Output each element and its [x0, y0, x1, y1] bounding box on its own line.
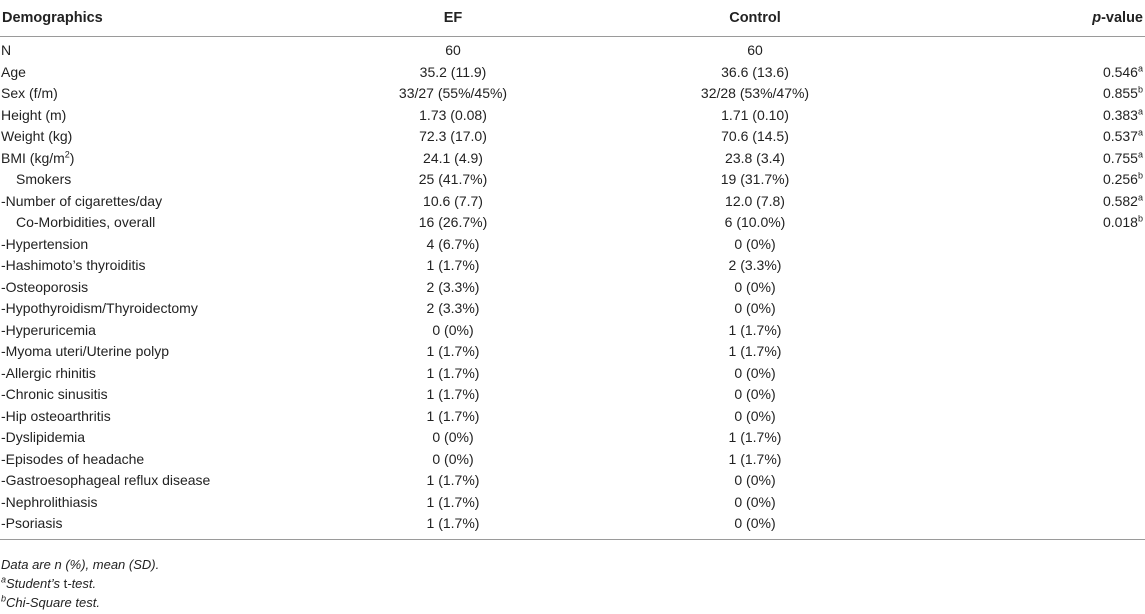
row-p-value-text: 0.256	[1102, 171, 1138, 187]
row-label-text: -Hip osteoarthritis	[1, 407, 111, 424]
row-control-value: 0 (0%)	[734, 235, 776, 252]
row-control-value: 1 (1.7%)	[728, 450, 782, 467]
row-p-value	[906, 191, 1145, 213]
row-label-text: -Osteoporosis	[1, 278, 89, 295]
table-row	[0, 212, 1145, 234]
row-label	[0, 191, 302, 213]
row-control-value: 6 (10.0%)	[724, 214, 786, 230]
row-label-text: -Hypertension	[1, 235, 89, 252]
row-p-value	[906, 449, 1145, 471]
row-label	[0, 449, 302, 471]
row-label-suffix: )	[69, 149, 75, 166]
row-ef-value: 1.73 (0.08)	[419, 106, 487, 123]
row-control-value: 1 (1.7%)	[728, 343, 782, 359]
row-p-value-text: 0.855	[1102, 85, 1138, 101]
row-ef-value: 1 (1.7%)	[426, 472, 480, 488]
row-control-value: 19 (31.7%)	[720, 171, 790, 187]
header-control: Control	[604, 2, 906, 37]
row-control-value: 70.6 (14.5)	[721, 128, 789, 144]
row-p-value	[906, 341, 1145, 363]
table-row	[0, 83, 1145, 105]
row-label-text: -Episodes of headache	[1, 450, 145, 467]
row-label	[0, 212, 302, 234]
row-ef-value: 35.2 (11.9)	[419, 63, 487, 80]
row-ef-value: 1 (1.7%)	[426, 343, 480, 359]
row-p-value-test-mark: a	[1137, 191, 1143, 202]
table-row	[0, 298, 1145, 320]
table-row	[0, 492, 1145, 514]
row-ef-value: 4 (6.7%)	[426, 235, 480, 252]
table-row	[0, 427, 1145, 449]
table-row	[0, 449, 1145, 471]
row-label	[0, 298, 302, 320]
table-row	[0, 148, 1145, 170]
row-ef-value: 60	[445, 42, 461, 58]
footnote-a	[1, 574, 159, 593]
row-p-value-test-mark: a	[1137, 148, 1143, 159]
table-row	[0, 363, 1145, 385]
row-label	[0, 341, 302, 363]
row-p-value-test-mark: a	[1137, 127, 1143, 138]
row-control-value: 1 (1.7%)	[728, 321, 782, 338]
row-label	[0, 126, 302, 148]
row-control-value: 60	[747, 42, 763, 58]
row-ef-value: 24.1 (4.9)	[423, 149, 483, 166]
table-row	[0, 406, 1145, 428]
row-p-value	[906, 320, 1145, 342]
row-ef-value: 25 (41.7%)	[418, 171, 488, 187]
row-label	[0, 105, 302, 127]
row-label-text: N	[1, 42, 12, 58]
row-label	[0, 363, 302, 385]
row-p-value	[906, 212, 1145, 234]
footnote-b	[1, 593, 159, 612]
row-label	[0, 513, 302, 540]
row-label	[0, 234, 302, 256]
footnote-a-text-1: Student’s	[6, 576, 64, 591]
header-row	[0, 2, 1145, 37]
row-label-superscript: 2	[64, 148, 70, 159]
row-control-value: 0 (0%)	[734, 386, 776, 402]
row-label	[0, 470, 302, 492]
row-p-value-text: 0.018	[1102, 214, 1138, 230]
row-label-text: Weight (kg)	[1, 128, 73, 144]
row-label	[0, 384, 302, 406]
row-p-value	[906, 277, 1145, 299]
row-p-value-text: 0.755	[1102, 149, 1138, 166]
row-ef-value: 1 (1.7%)	[426, 257, 480, 273]
row-p-value-test-mark: a	[1137, 105, 1143, 116]
row-ef-value: 16 (26.7%)	[418, 214, 488, 230]
row-control-value: 1.71 (0.10)	[721, 106, 789, 123]
row-p-value-test-mark: b	[1137, 213, 1143, 224]
table-row	[0, 37, 1145, 62]
row-label-text: -Hashimoto’s thyroiditis	[1, 257, 146, 273]
footnote-a-mark: a	[1, 574, 7, 585]
row-ef-value: 1 (1.7%)	[302, 513, 604, 540]
row-label-text: -Hypothyroidism/Thyroidectomy	[1, 300, 198, 316]
row-label-text: Age	[1, 63, 26, 80]
row-p-value	[906, 384, 1145, 406]
row-label	[0, 277, 302, 299]
header-p-value	[906, 2, 1145, 37]
footnote-a-text-3: -test.	[67, 576, 97, 591]
row-ef-value: 10.6 (7.7)	[423, 192, 483, 209]
row-p-value	[906, 427, 1145, 449]
row-label-text: -Gastroesophageal reflux disease	[1, 472, 211, 488]
row-label-text: Height (m)	[1, 106, 67, 123]
row-label-text: -Dyslipidemia	[1, 429, 86, 445]
table-row	[0, 320, 1145, 342]
row-label	[0, 169, 302, 191]
table-row	[0, 255, 1145, 277]
table-row	[0, 341, 1145, 363]
row-p-value	[906, 83, 1145, 105]
row-label	[0, 320, 302, 342]
row-control-value: 0 (0%)	[734, 407, 776, 424]
row-ef-value: 33/27 (55%/45%)	[398, 85, 508, 101]
row-p-value-test-mark: b	[1137, 84, 1143, 95]
row-ef-value: 1 (1.7%)	[426, 493, 480, 510]
demographics-table	[0, 2, 1145, 540]
row-p-value	[906, 126, 1145, 148]
row-p-value-text: 0.582	[1102, 192, 1138, 209]
row-control-value: 0 (0%)	[734, 493, 776, 510]
row-label	[0, 37, 302, 62]
row-label-text: -Allergic rhinitis	[1, 364, 96, 381]
row-label-text: Sex (f/m)	[1, 85, 58, 101]
header-p-rest: -value	[1101, 10, 1143, 27]
row-p-value	[906, 255, 1145, 277]
row-p-value	[906, 234, 1145, 256]
row-label	[0, 62, 302, 84]
row-control-value: 23.8 (3.4)	[725, 149, 785, 166]
row-p-value	[906, 470, 1145, 492]
footnote-b-mark: b	[1, 593, 7, 604]
row-ef-value: 0 (0%)	[432, 429, 474, 445]
table-row	[0, 62, 1145, 84]
row-label-text: -Myoma uteri/Uterine polyp	[1, 343, 170, 359]
header-demographics: Demographics	[0, 2, 302, 37]
row-label-text: -Chronic sinusitis	[1, 386, 108, 402]
row-p-value	[906, 105, 1145, 127]
row-p-value	[906, 492, 1145, 514]
row-p-value	[906, 363, 1145, 385]
footnote-b-text: Chi-Square test.	[6, 595, 100, 610]
row-control-value: 36.6 (13.6)	[721, 63, 789, 80]
row-control-value: 32/28 (53%/47%)	[700, 85, 810, 101]
row-label-text: Smokers	[16, 171, 72, 187]
row-ef-value: 0 (0%)	[432, 450, 474, 467]
row-p-value	[906, 298, 1145, 320]
row-control-value: 0 (0%)	[734, 278, 776, 295]
row-label	[0, 427, 302, 449]
row-control-value: 1 (1.7%)	[728, 429, 782, 445]
row-control-value: 2 (3.3%)	[728, 257, 782, 273]
table-footnotes	[1, 555, 159, 612]
row-ef-value: 1 (1.7%)	[426, 386, 480, 402]
row-ef-value: 72.3 (17.0)	[419, 128, 487, 144]
table-row	[0, 513, 1145, 540]
row-label-text: Co-Morbidities, overall	[16, 214, 156, 230]
table-row	[0, 384, 1145, 406]
row-label-text: -Number of cigarettes/day	[1, 192, 163, 209]
table-row	[0, 126, 1145, 148]
row-label-text: -Hyperuricemia	[1, 321, 96, 338]
row-control-value: 12.0 (7.8)	[725, 192, 785, 209]
row-label-text: -Psoriasis	[1, 515, 63, 531]
row-p-value-text: 0.546	[1102, 63, 1138, 80]
row-p-value	[906, 513, 1145, 540]
row-label	[0, 255, 302, 277]
row-control-value: 0 (0%)	[604, 513, 906, 540]
row-label-text: BMI (kg/m	[1, 149, 65, 166]
row-p-value-test-mark: a	[1137, 62, 1143, 73]
row-p-value	[906, 37, 1145, 62]
row-ef-value: 1 (1.7%)	[426, 364, 480, 381]
row-ef-value: 0 (0%)	[432, 321, 474, 338]
row-p-value	[906, 406, 1145, 428]
table-row	[0, 169, 1145, 191]
row-ef-value: 1 (1.7%)	[426, 407, 480, 424]
row-label	[0, 83, 302, 105]
table-row	[0, 470, 1145, 492]
footnote-data-format: Data are n (%), mean (SD).	[1, 557, 160, 572]
table-row	[0, 191, 1145, 213]
row-label	[0, 148, 302, 170]
row-p-value-text: 0.537	[1102, 128, 1138, 144]
table-row	[0, 105, 1145, 127]
header-p-italic: p	[1092, 10, 1102, 27]
row-label	[0, 492, 302, 514]
table-body	[0, 37, 1145, 540]
row-p-value	[906, 148, 1145, 170]
row-p-value-text: 0.383	[1102, 106, 1138, 123]
row-control-value: 0 (0%)	[734, 364, 776, 381]
row-p-value-test-mark: b	[1137, 170, 1143, 181]
table-row	[0, 234, 1145, 256]
row-label-text: -Nephrolithiasis	[1, 493, 98, 510]
row-ef-value: 2 (3.3%)	[426, 278, 480, 295]
table-row	[0, 277, 1145, 299]
row-control-value: 0 (0%)	[734, 300, 776, 316]
header-ef: EF	[302, 2, 604, 37]
row-ef-value: 2 (3.3%)	[426, 300, 480, 316]
row-label	[0, 406, 302, 428]
row-control-value: 0 (0%)	[734, 472, 776, 488]
row-p-value	[906, 62, 1145, 84]
row-p-value	[906, 169, 1145, 191]
footnote-a-text-2: t	[63, 576, 68, 591]
